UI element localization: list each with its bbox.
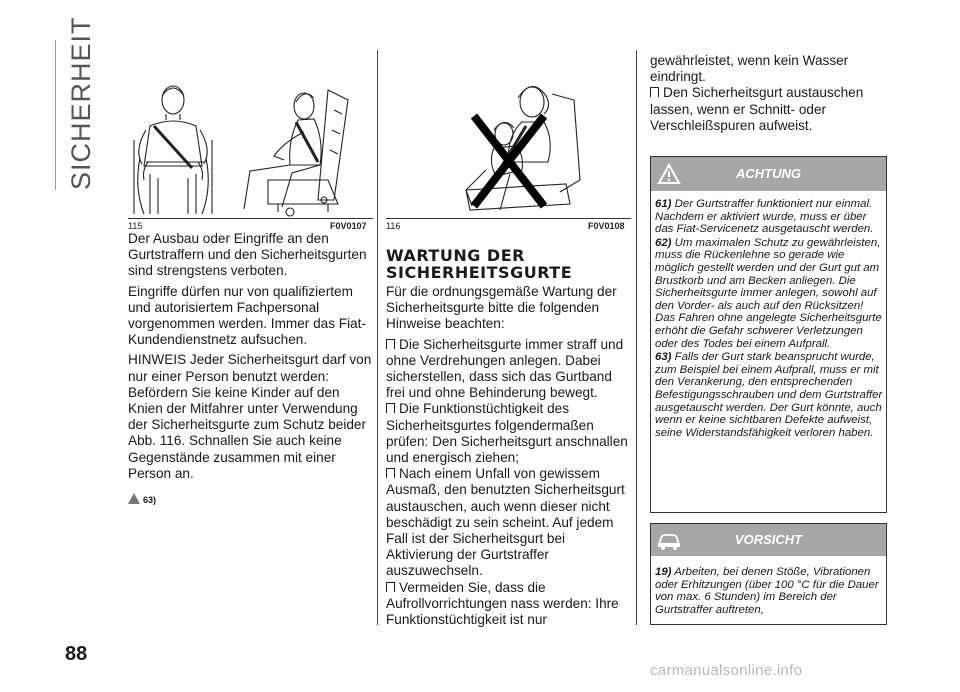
list-item: [386, 466, 634, 579]
section-heading: WARTUNG DER SICHERHEITSGURTE: [386, 246, 573, 282]
list-item-text: Die Funktionstüchtigkeit des Sicherheitsgurtes folgendermaßen prüfen: Den Sicherheitsgurt anschnallen und energisch ziehen;: [386, 401, 628, 466]
warning-triangle-icon: [657, 163, 681, 185]
item-text: Falls der Gurt stark beansprucht wurde, zum Beispiel bei einem Aufprall, muss er mit den Verankerung, den entsprechenden Befestigungsschrauben und dem Gurtstraffer ausgetauscht werden. Der Gurt könnte, auch wenn er keine sichtbaren Defekte aufweist, seine Widerstandsfähigkeit verloren haben.: [655, 351, 883, 439]
achtung-title: ACHTUNG: [736, 166, 801, 181]
achtung-header: [651, 157, 886, 191]
column-2-text: [386, 284, 634, 628]
warning-triangle-icon: [128, 493, 140, 504]
figure-115-number: 115: [128, 221, 143, 231]
figure-116-number: 116: [386, 221, 401, 231]
paragraph: gewährleistet, wenn kein Wasser eindringt.: [650, 53, 849, 85]
item-text: Arbeiten, bei denen Stöße, Vibrationen oder Erhitzungen (über 100 °C für die Dauer von max. 6 Stunden) im Bereich der Gurtstraffer auftreten,: [655, 566, 879, 616]
paragraph: Der Ausbau oder Eingriffe an den Gurtstraffern und den Sicherheitsgurten sind strengstens verboten.: [128, 231, 367, 279]
figure-116-illustration: [386, 70, 631, 218]
achtung-text: [655, 198, 883, 440]
figure-115-rule: [128, 218, 373, 219]
column-divider: [636, 50, 637, 625]
list-item: [386, 337, 634, 402]
paragraph: Für die ordnungsgemäße Wartung der Sicherheitsgurte bitte die folgenden Hinweise beachten:: [386, 284, 617, 332]
warning-reference-label: 63): [143, 495, 157, 505]
item-ref: 19): [655, 566, 672, 578]
vorsicht-item: [655, 566, 883, 616]
achtung-item: [655, 351, 883, 439]
list-item-text: Nach einem Unfall von gewissem Ausmaß, den benutzten Sicherheitsgurt austauschen, auch wenn dieser nicht beschädigt zu sein scheint. Auf jedem Fall ist der Sicherheitsgurt bei Aktivierung der Gurtstraffer auszuwechseln.: [386, 466, 625, 579]
item-text: Der Gurtstraffer funktioniert nur einmal. Nachdem er aktiviert wurde, muss er über das Fiat-Servicenetz ausgetauscht werden.: [655, 198, 874, 236]
paragraph: HINWEIS Jeder Sicherheitsgurt darf von nur einer Person benutzt werden: Befördern Sie keine Kinder auf den Knien der Mitfahrer unter Verwendung der Sicherheitsgurte zum Schutz beider Abb. 116. Schnallen Sie auch keine Gegenstände zusammen mit einer Person an.: [128, 352, 372, 481]
figure-116-code: F0V0108: [588, 221, 625, 231]
figure-115-illustration: [128, 70, 376, 218]
section-tab: [62, 16, 110, 190]
list-item-text: Die Sicherheitsgurte immer straff und ohne Verdrehungen anlegen. Dabei sicherstellen, dass sich das Gurtband frei und ohne Behinderung bewegt.: [386, 336, 624, 401]
car-icon: [656, 529, 682, 551]
list-item: [650, 85, 890, 134]
watermark: carmanualsonline.info: [650, 662, 803, 679]
item-text: Um maximalen Schutz zu gewährleisten, muss die Rückenlehne so gerade wie möglich gestellt werden und der Gurt gut am Brustkorb und am Becken anliegen. Die Sicherheitsgurte immer anlegen, sowohl auf den Vorder- als auch auf den Rücksitzen! Das Fahren ohne angelegte Sicherheitsgurte erhöht die Gefahr schwerer Verletzungen oder des Todes bei einem Aufprall.: [655, 236, 882, 350]
achtung-item: [655, 198, 883, 236]
warning-reference: [128, 493, 156, 505]
column-1-text: [128, 231, 373, 486]
column-3-text: [650, 53, 890, 134]
vorsicht-header: [651, 524, 886, 556]
figure-115-code: F0V0107: [330, 221, 367, 231]
item-ref: 63): [655, 351, 672, 364]
list-item: [386, 580, 634, 629]
achtung-item: [655, 237, 883, 350]
list-item-text: Den Sicherheitsgurt austauschen lassen, wenn er Schnitt- oder Verschleißspuren aufweist.: [650, 85, 864, 133]
vorsicht-text: [655, 566, 883, 617]
section-title: SICHERHEIT: [66, 16, 96, 190]
figure-116-rule: [386, 218, 631, 219]
list-item: [386, 401, 634, 466]
column-divider: [377, 50, 378, 625]
list-item-text: Vermeiden Sie, dass die Aufrollvorrichtungen nass werden: Ihre Funktionstüchtigkeit ist nur: [386, 579, 619, 628]
paragraph: Eingriffe dürfen nur von qualifiziertem und autorisiertem Fachpersonal vorgenommen werden. Immer das Fiat-Kundendienstnetz aufsuchen.: [128, 283, 366, 348]
tab-rule: [55, 40, 56, 190]
vorsicht-title: VORSICHT: [734, 532, 803, 547]
item-ref: 62): [655, 236, 672, 249]
item-ref: 61): [655, 198, 672, 210]
page-number: 88: [65, 643, 88, 665]
